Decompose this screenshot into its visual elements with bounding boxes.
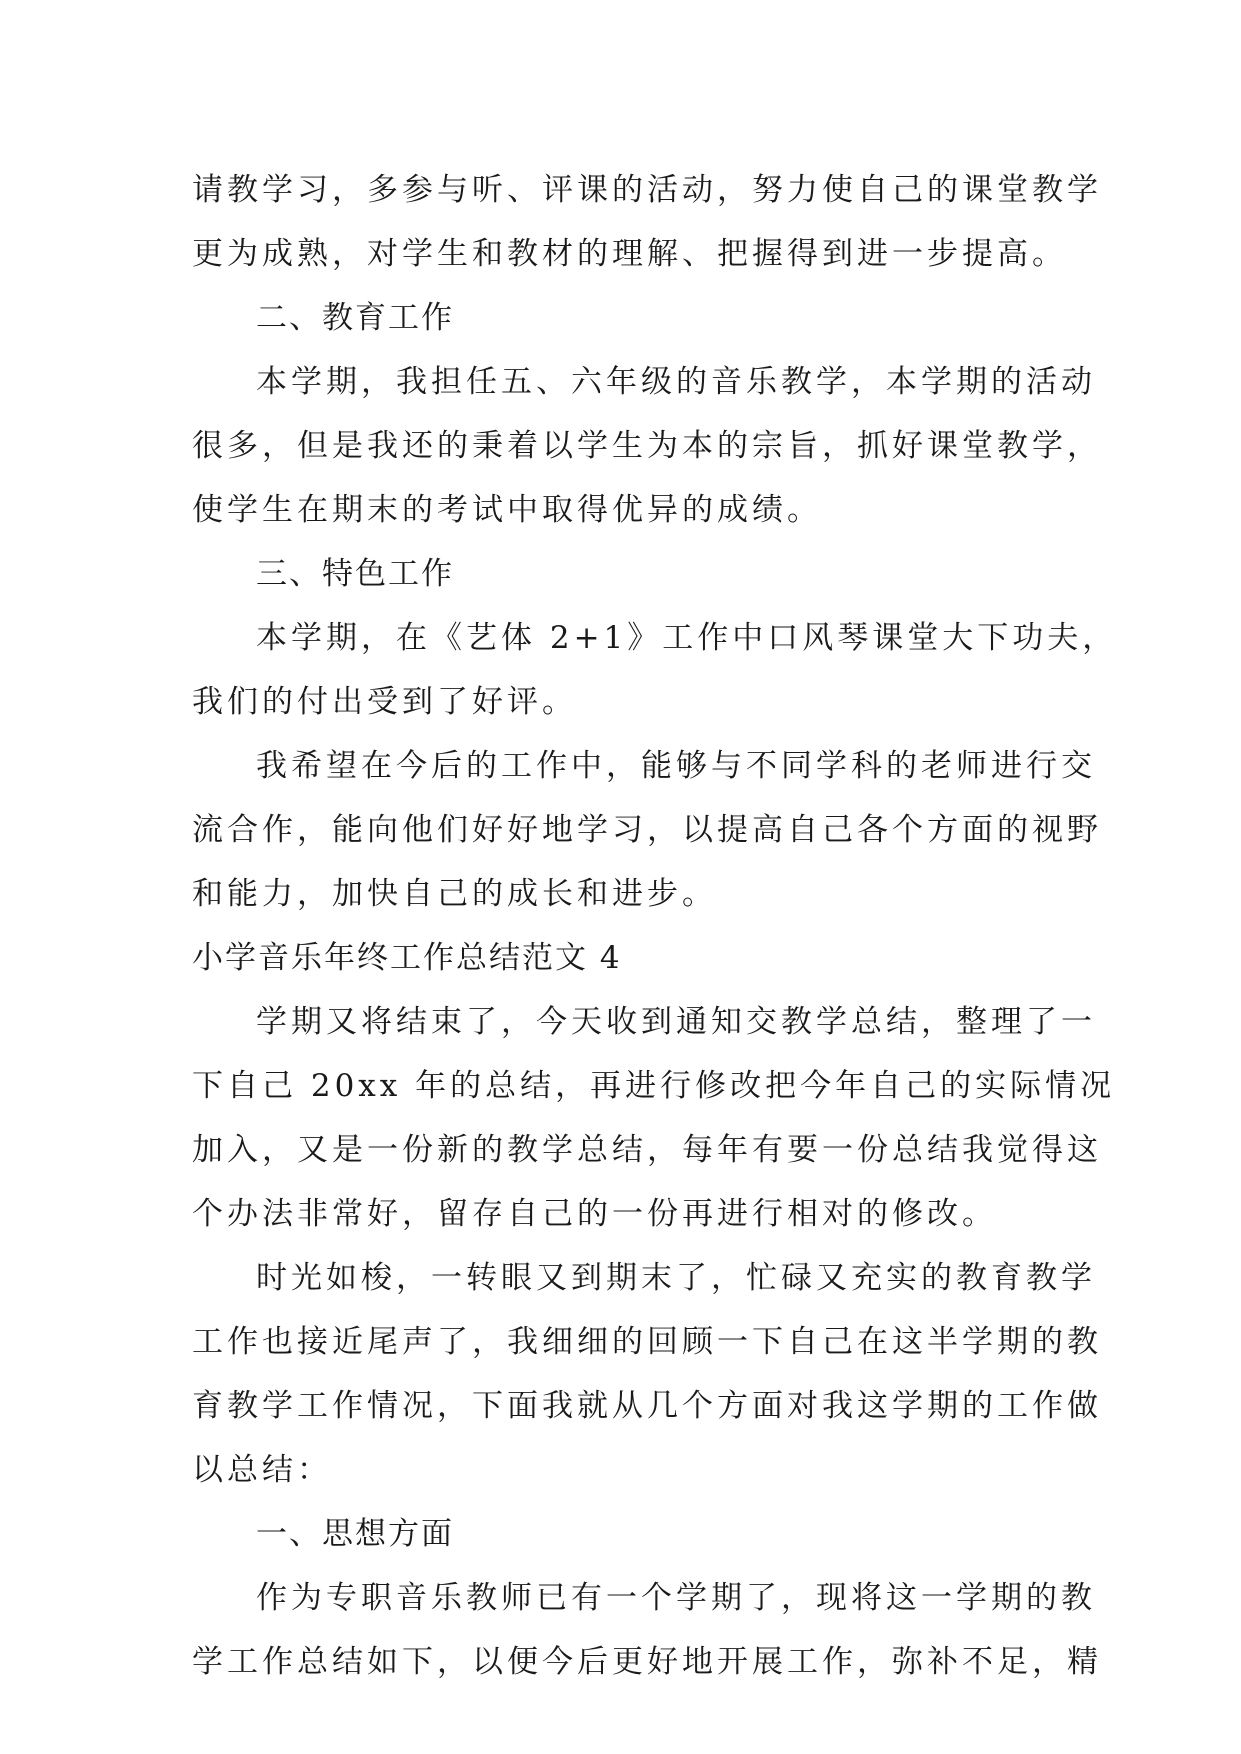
paragraph-line: 以总结： bbox=[192, 1452, 332, 1488]
paragraph-line: 本学期，在《艺体 2+1》工作中口风琴课堂大下功夫， bbox=[256, 620, 1118, 656]
article-title: 小学音乐年终工作总结范文 4 bbox=[192, 940, 622, 976]
paragraph-line: 使学生在期末的考试中取得优异的成绩。 bbox=[192, 492, 822, 528]
paragraph-line: 时光如梭，一转眼又到期末了，忙碌又充实的教育教学 bbox=[256, 1260, 1096, 1296]
paragraph-line: 个办法非常好，留存自己的一份再进行相对的修改。 bbox=[192, 1196, 997, 1232]
paragraph-line: 下自己 20xx 年的总结，再进行修改把今年自己的实际情况 bbox=[192, 1068, 1116, 1104]
paragraph-line: 和能力，加快自己的成长和进步。 bbox=[192, 876, 717, 912]
paragraph-line: 很多，但是我还的秉着以学生为本的宗旨，抓好课堂教学， bbox=[192, 428, 1102, 464]
section-heading-education: 二、教育工作 bbox=[256, 300, 454, 336]
paragraph-line: 作为专职音乐教师已有一个学期了，现将这一学期的教 bbox=[256, 1580, 1096, 1616]
paragraph-line: 请教学习，多参与听、评课的活动，努力使自己的课堂教学 bbox=[192, 172, 1102, 208]
paragraph-line: 加入，又是一份新的教学总结，每年有要一份总结我觉得这 bbox=[192, 1132, 1102, 1168]
paragraph-line: 本学期，我担任五、六年级的音乐教学，本学期的活动 bbox=[256, 364, 1096, 400]
paragraph-line: 我们的付出受到了好评。 bbox=[192, 684, 577, 720]
section-heading-special: 三、特色工作 bbox=[256, 556, 454, 592]
paragraph-line: 学工作总结如下，以便今后更好地开展工作，弥补不足，精 bbox=[192, 1644, 1102, 1680]
paragraph-line: 更为成熟，对学生和教材的理解、把握得到进一步提高。 bbox=[192, 236, 1067, 272]
section-heading-thought: 一、思想方面 bbox=[256, 1516, 454, 1552]
paragraph-line: 我希望在今后的工作中，能够与不同学科的老师进行交 bbox=[256, 748, 1096, 784]
paragraph-line: 育教学工作情况，下面我就从几个方面对我这学期的工作做 bbox=[192, 1388, 1102, 1424]
document-body bbox=[192, 158, 1118, 1694]
paragraph-line: 工作也接近尾声了，我细细的回顾一下自己在这半学期的教 bbox=[192, 1324, 1102, 1360]
paragraph-line: 学期又将结束了，今天收到通知交教学总结，整理了一 bbox=[256, 1004, 1096, 1040]
paragraph-line: 流合作，能向他们好好地学习，以提高自己各个方面的视野 bbox=[192, 812, 1102, 848]
